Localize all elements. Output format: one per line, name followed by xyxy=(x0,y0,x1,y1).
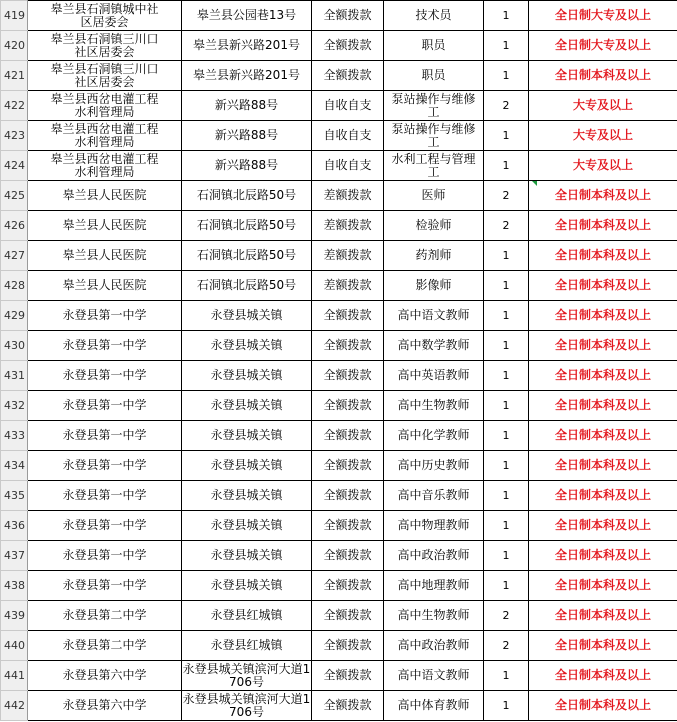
row-number[interactable]: 431 xyxy=(1,361,28,391)
row-number[interactable]: 426 xyxy=(1,211,28,241)
headcount-cell[interactable]: 1 xyxy=(484,571,529,601)
position-cell[interactable]: 高中体育教师 xyxy=(384,691,484,721)
unit-name-cell[interactable]: 皋兰县西岔电灌工程 水利管理局 xyxy=(28,121,182,151)
address-cell[interactable]: 永登县城关镇 xyxy=(182,301,312,331)
funding-type-cell[interactable]: 全额拨款 xyxy=(312,361,384,391)
funding-type-cell[interactable]: 全额拨款 xyxy=(312,61,384,91)
position-cell[interactable]: 高中化学教师 xyxy=(384,421,484,451)
headcount-cell[interactable]: 1 xyxy=(484,661,529,691)
headcount-cell[interactable]: 1 xyxy=(484,61,529,91)
row-number[interactable]: 429 xyxy=(1,301,28,331)
education-requirement-cell[interactable]: 全日制本科及以上 xyxy=(529,481,677,511)
position-cell[interactable]: 医师 xyxy=(384,181,484,211)
headcount-cell[interactable]: 1 xyxy=(484,481,529,511)
row-number[interactable]: 436 xyxy=(1,511,28,541)
position-cell[interactable]: 高中生物教师 xyxy=(384,391,484,421)
table-row xyxy=(1,451,677,481)
funding-type-cell[interactable]: 全额拨款 xyxy=(312,601,384,631)
row-number[interactable]: 427 xyxy=(1,241,28,271)
row-number[interactable]: 422 xyxy=(1,91,28,121)
unit-name-cell[interactable]: 永登县第一中学 xyxy=(28,331,182,361)
headcount-cell[interactable]: 2 xyxy=(484,91,529,121)
headcount-cell[interactable]: 1 xyxy=(484,541,529,571)
unit-name-cell[interactable]: 永登县第一中学 xyxy=(28,481,182,511)
headcount-cell[interactable]: 1 xyxy=(484,391,529,421)
funding-type-cell[interactable]: 自收自支 xyxy=(312,91,384,121)
position-cell[interactable]: 高中音乐教师 xyxy=(384,481,484,511)
table-row xyxy=(1,331,677,361)
row-number[interactable]: 440 xyxy=(1,631,28,661)
table-row xyxy=(1,511,677,541)
position-cell[interactable]: 高中语文教师 xyxy=(384,661,484,691)
table-row xyxy=(1,121,677,151)
position-cell[interactable]: 泵站操作与维修 工 xyxy=(384,91,484,121)
table-row xyxy=(1,661,677,691)
table-row xyxy=(1,181,677,211)
education-requirement-cell[interactable]: 全日制本科及以上 xyxy=(529,271,677,301)
address-cell[interactable]: 永登县城关镇 xyxy=(182,331,312,361)
comment-marker-icon xyxy=(532,181,537,186)
table-row xyxy=(1,481,677,511)
unit-name-cell[interactable]: 皋兰县人民医院 xyxy=(28,271,182,301)
row-number[interactable]: 425 xyxy=(1,181,28,211)
education-requirement-cell[interactable]: 全日制本科及以上 xyxy=(529,241,677,271)
headcount-cell[interactable]: 1 xyxy=(484,331,529,361)
table-row xyxy=(1,31,677,61)
funding-type-cell[interactable]: 差额拨款 xyxy=(312,211,384,241)
row-number[interactable]: 424 xyxy=(1,151,28,181)
position-cell[interactable]: 职员 xyxy=(384,31,484,61)
position-cell[interactable]: 高中政治教师 xyxy=(384,541,484,571)
row-number[interactable]: 438 xyxy=(1,571,28,601)
education-requirement-cell[interactable]: 全日制本科及以上 xyxy=(529,631,677,661)
education-requirement-cell[interactable]: 大专及以上 xyxy=(529,121,677,151)
unit-name-cell[interactable]: 永登县第二中学 xyxy=(28,631,182,661)
row-number[interactable]: 428 xyxy=(1,271,28,301)
headcount-cell[interactable]: 1 xyxy=(484,511,529,541)
headcount-cell[interactable]: 1 xyxy=(484,301,529,331)
table-row xyxy=(1,571,677,601)
unit-name-cell[interactable]: 皋兰县人民医院 xyxy=(28,241,182,271)
row-number[interactable]: 432 xyxy=(1,391,28,421)
education-requirement-cell[interactable]: 全日制大专及以上 xyxy=(529,1,677,31)
education-requirement-cell[interactable]: 全日制本科及以上 xyxy=(529,661,677,691)
headcount-cell[interactable]: 1 xyxy=(484,31,529,61)
education-requirement-cell[interactable]: 全日制本科及以上 xyxy=(529,391,677,421)
headcount-cell[interactable]: 1 xyxy=(484,271,529,301)
unit-name-cell[interactable]: 永登县第一中学 xyxy=(28,451,182,481)
row-number[interactable]: 437 xyxy=(1,541,28,571)
headcount-cell[interactable]: 2 xyxy=(484,181,529,211)
funding-type-cell[interactable]: 自收自支 xyxy=(312,151,384,181)
address-cell[interactable]: 皋兰县新兴路201号 xyxy=(182,31,312,61)
table-row xyxy=(1,631,677,661)
row-number[interactable]: 430 xyxy=(1,331,28,361)
address-cell[interactable]: 皋兰县新兴路201号 xyxy=(182,61,312,91)
funding-type-cell[interactable]: 全额拨款 xyxy=(312,691,384,721)
education-requirement-cell[interactable]: 全日制本科及以上 xyxy=(529,301,677,331)
position-cell[interactable]: 检验师 xyxy=(384,211,484,241)
education-requirement-cell[interactable]: 全日制本科及以上 xyxy=(529,181,677,211)
funding-type-cell[interactable]: 全额拨款 xyxy=(312,391,384,421)
position-cell[interactable]: 水利工程与管理 工 xyxy=(384,151,484,181)
education-requirement-cell[interactable]: 全日制本科及以上 xyxy=(529,211,677,241)
headcount-cell[interactable]: 2 xyxy=(484,211,529,241)
unit-name-cell[interactable]: 永登县第一中学 xyxy=(28,541,182,571)
headcount-cell[interactable]: 1 xyxy=(484,121,529,151)
unit-name-cell[interactable]: 永登县第六中学 xyxy=(28,691,182,721)
education-requirement-cell[interactable]: 全日制本科及以上 xyxy=(529,361,677,391)
funding-type-cell[interactable]: 全额拨款 xyxy=(312,1,384,31)
table-row xyxy=(1,241,677,271)
headcount-cell[interactable]: 1 xyxy=(484,1,529,31)
table-row xyxy=(1,691,677,721)
funding-type-cell[interactable]: 差额拨款 xyxy=(312,271,384,301)
funding-type-cell[interactable]: 全额拨款 xyxy=(312,631,384,661)
row-number[interactable]: 434 xyxy=(1,451,28,481)
address-cell[interactable]: 永登县城关镇 xyxy=(182,511,312,541)
table-row xyxy=(1,271,677,301)
unit-name-cell[interactable]: 皋兰县石洞镇城中社 区居委会 xyxy=(28,1,182,31)
table-row xyxy=(1,91,677,121)
address-cell[interactable]: 永登县红城镇 xyxy=(182,631,312,661)
table-row xyxy=(1,1,677,31)
address-cell[interactable]: 永登县城关镇 xyxy=(182,361,312,391)
position-cell[interactable]: 泵站操作与维修 工 xyxy=(384,121,484,151)
unit-name-cell[interactable]: 皋兰县西岔电灌工程 水利管理局 xyxy=(28,91,182,121)
address-cell[interactable]: 永登县城关镇滨河大道1 706号 xyxy=(182,691,311,719)
education-requirement-cell[interactable]: 全日制本科及以上 xyxy=(529,691,677,721)
position-cell[interactable]: 影像师 xyxy=(384,271,484,301)
education-requirement-cell[interactable]: 大专及以上 xyxy=(529,151,677,181)
funding-type-cell[interactable]: 自收自支 xyxy=(312,121,384,151)
address-cell[interactable]: 石洞镇北辰路50号 xyxy=(182,211,312,241)
funding-type-cell[interactable]: 全额拨款 xyxy=(312,511,384,541)
unit-name-cell[interactable]: 永登县第一中学 xyxy=(28,571,182,601)
position-cell[interactable]: 高中物理教师 xyxy=(384,511,484,541)
unit-name-cell[interactable]: 永登县第一中学 xyxy=(28,391,182,421)
education-requirement-cell[interactable]: 大专及以上 xyxy=(529,91,677,121)
position-cell[interactable]: 技术员 xyxy=(384,1,484,31)
address-cell[interactable]: 永登县城关镇 xyxy=(182,391,312,421)
address-cell[interactable]: 新兴路88号 xyxy=(182,151,312,181)
education-requirement-cell[interactable]: 全日制本科及以上 xyxy=(529,61,677,91)
position-cell[interactable]: 高中生物教师 xyxy=(384,601,484,631)
table-row xyxy=(1,361,677,391)
address-cell[interactable]: 永登县红城镇 xyxy=(182,601,312,631)
education-requirement-cell[interactable]: 全日制本科及以上 xyxy=(529,511,677,541)
row-number[interactable]: 441 xyxy=(1,661,28,691)
row-number[interactable]: 421 xyxy=(1,61,28,91)
row-number[interactable]: 433 xyxy=(1,421,28,451)
unit-name-cell[interactable]: 永登县第六中学 xyxy=(28,661,182,691)
unit-name-cell[interactable]: 皋兰县石洞镇三川口 社区居委会 xyxy=(28,31,182,61)
funding-type-cell[interactable]: 全额拨款 xyxy=(312,31,384,61)
unit-name-cell[interactable]: 永登县第一中学 xyxy=(28,361,182,391)
funding-type-cell[interactable]: 差额拨款 xyxy=(312,181,384,211)
table-row xyxy=(1,541,677,571)
table-row xyxy=(1,151,677,181)
table-row xyxy=(1,61,677,91)
unit-name-cell[interactable]: 皋兰县石洞镇三川口 社区居委会 xyxy=(28,61,182,91)
address-cell[interactable]: 皋兰县公园巷13号 xyxy=(182,1,312,31)
address-cell[interactable]: 新兴路88号 xyxy=(182,91,312,121)
table-row xyxy=(1,391,677,421)
headcount-cell[interactable]: 1 xyxy=(484,421,529,451)
address-cell[interactable]: 新兴路88号 xyxy=(182,121,312,151)
table-row xyxy=(1,211,677,241)
position-cell[interactable]: 高中地理教师 xyxy=(384,571,484,601)
headcount-cell[interactable]: 1 xyxy=(484,241,529,271)
unit-name-cell[interactable]: 永登县第二中学 xyxy=(28,601,182,631)
row-number[interactable]: 442 xyxy=(1,691,28,721)
funding-type-cell[interactable]: 全额拨款 xyxy=(312,571,384,601)
table-body xyxy=(1,1,677,721)
table-row xyxy=(1,421,677,451)
position-cell[interactable]: 高中政治教师 xyxy=(384,631,484,661)
address-cell[interactable]: 永登县城关镇 xyxy=(182,451,312,481)
table-row xyxy=(1,301,677,331)
address-cell[interactable]: 石洞镇北辰路50号 xyxy=(182,241,312,271)
unit-name-cell[interactable]: 永登县第一中学 xyxy=(28,511,182,541)
table-row xyxy=(1,601,677,631)
headcount-cell[interactable]: 1 xyxy=(484,451,529,481)
headcount-cell[interactable]: 1 xyxy=(484,691,529,721)
funding-type-cell[interactable]: 全额拨款 xyxy=(312,301,384,331)
unit-name-cell[interactable]: 皋兰县人民医院 xyxy=(28,181,182,211)
row-number[interactable]: 439 xyxy=(1,601,28,631)
address-cell[interactable]: 石洞镇北辰路50号 xyxy=(182,271,312,301)
address-cell[interactable]: 石洞镇北辰路50号 xyxy=(182,181,312,211)
unit-name-cell[interactable]: 皋兰县人民医院 xyxy=(28,211,182,241)
funding-type-cell[interactable]: 全额拨款 xyxy=(312,451,384,481)
row-number[interactable]: 423 xyxy=(1,121,28,151)
row-number[interactable]: 420 xyxy=(1,31,28,61)
address-cell[interactable]: 永登县城关镇 xyxy=(182,541,312,571)
row-number[interactable]: 435 xyxy=(1,481,28,511)
education-requirement-cell[interactable]: 全日制本科及以上 xyxy=(529,421,677,451)
funding-type-cell[interactable]: 全额拨款 xyxy=(312,481,384,511)
headcount-cell[interactable]: 2 xyxy=(484,601,529,631)
education-requirement-cell[interactable]: 全日制本科及以上 xyxy=(529,571,677,601)
headcount-cell[interactable]: 1 xyxy=(484,151,529,181)
headcount-cell[interactable]: 1 xyxy=(484,361,529,391)
unit-name-cell[interactable]: 永登县第一中学 xyxy=(28,421,182,451)
position-cell[interactable]: 职员 xyxy=(384,61,484,91)
education-requirement-cell[interactable]: 全日制本科及以上 xyxy=(529,451,677,481)
unit-name-cell[interactable]: 永登县第一中学 xyxy=(28,301,182,331)
position-cell[interactable]: 高中历史教师 xyxy=(384,451,484,481)
position-cell[interactable]: 高中英语教师 xyxy=(384,361,484,391)
position-cell[interactable]: 药剂师 xyxy=(384,241,484,271)
address-cell[interactable]: 永登县城关镇 xyxy=(182,421,312,451)
education-requirement-cell[interactable]: 全日制本科及以上 xyxy=(529,331,677,361)
headcount-cell[interactable]: 2 xyxy=(484,631,529,661)
address-cell[interactable]: 永登县城关镇 xyxy=(182,571,312,601)
funding-type-cell[interactable]: 全额拨款 xyxy=(312,541,384,571)
unit-name-cell[interactable]: 皋兰县西岔电灌工程 水利管理局 xyxy=(28,151,182,181)
row-number[interactable]: 419 xyxy=(1,1,28,31)
education-requirement-cell[interactable]: 全日制大专及以上 xyxy=(529,31,677,61)
address-cell[interactable]: 永登县城关镇 xyxy=(182,481,312,511)
education-requirement-cell[interactable]: 全日制本科及以上 xyxy=(529,541,677,571)
position-cell[interactable]: 高中数学教师 xyxy=(384,331,484,361)
funding-type-cell[interactable]: 全额拨款 xyxy=(312,331,384,361)
address-cell[interactable]: 永登县城关镇滨河大道1 706号 xyxy=(182,661,311,689)
funding-type-cell[interactable]: 全额拨款 xyxy=(312,661,384,691)
position-cell[interactable]: 高中语文教师 xyxy=(384,301,484,331)
funding-type-cell[interactable]: 差额拨款 xyxy=(312,241,384,271)
education-requirement-cell[interactable]: 全日制本科及以上 xyxy=(529,601,677,631)
funding-type-cell[interactable]: 全额拨款 xyxy=(312,421,384,451)
